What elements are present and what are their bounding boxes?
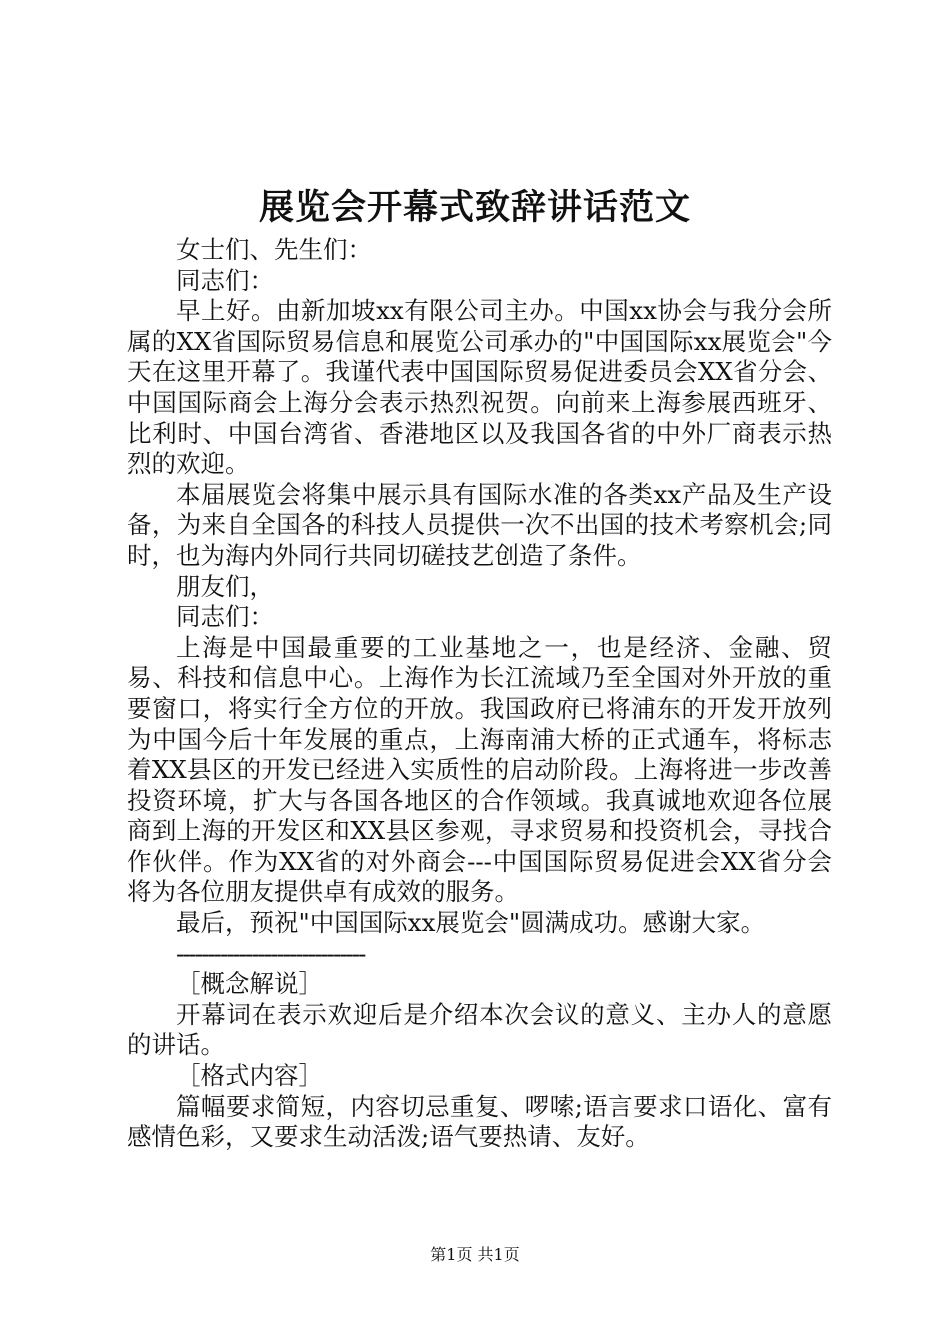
page-footer: 第1页 共1页 xyxy=(430,1245,520,1264)
separator-line: ------------------------------ xyxy=(176,938,365,968)
salutation-comrades: 同志们： xyxy=(176,265,274,295)
document-title: 展览会开幕式致辞讲话范文 xyxy=(258,187,691,228)
salutation-ladies-gentlemen: 女士们、先生们： xyxy=(176,235,372,264)
paragraph-shanghai: 上海是中国最重要的工业基地之一，也是经济、金融、贸易、科技和信息中心。上海作为长江流域乃至全国对外开放的重要窗口，将实行全方位的开放。我国政府已将浦东的开发开放列为中国今后十年发展的重点，上海南浦大桥的正式通车，将标志着XX县区的开发已经进入实质性的启动阶段。上海将进一步改善投资环境，扩大与各国各地区的合作领域。我真诚地欢迎各位展商到上海的开发区和XX县区参观，寻求贸易和投资机会，寻找合作伙伴。作为XX省的对外商会---中国国际贸易促进会XX省分会将为各位朋友提供卓有成效的服务。 xyxy=(127,632,832,907)
paragraph-closing: 最后，预祝"中国国际xx展览会"圆满成功。感谢大家。 xyxy=(176,908,766,938)
paragraph-format: 篇幅要求简短，内容切忌重复、啰嗦;语言要求口语化、富有感情色彩，又要求生动活泼;语气要热请、友好。 xyxy=(127,1091,832,1152)
section-heading-concept: ［概念解说］ xyxy=(176,969,323,999)
section-heading-format: ［格式内容］ xyxy=(176,1061,323,1091)
salutation-friends: 朋友们， xyxy=(176,571,274,601)
paragraph-exhibition: 本届展览会将集中展示具有国际水准的各类xx产品及生产设备，为来自全国各的科技人员提供一次不出国的技术考察机会;同时，也为海内外同行共同切磋技艺创造了条件。 xyxy=(127,479,832,570)
salutation-comrades-2: 同志们： xyxy=(176,602,274,632)
paragraph-concept: 开幕词在表示欢迎后是介绍本次会议的意义、主办人的意愿的讲话。 xyxy=(127,999,832,1060)
document-body xyxy=(127,235,832,1153)
paragraph-opening: 早上好。由新加坡xx有限公司主办。中国xx协会与我分会所属的XX省国际贸易信息和展览公司承办的"中国国际xx展览会"今天在这里开幕了。我谨代表中国国际贸易促进委员会XX省分会、中国国际商会上海分会表示热烈祝贺。向前来上海参展西班牙、比利时、中国台湾省、香港地区以及我国各省的中外厂商表示热烈的欢迎。 xyxy=(127,296,832,479)
